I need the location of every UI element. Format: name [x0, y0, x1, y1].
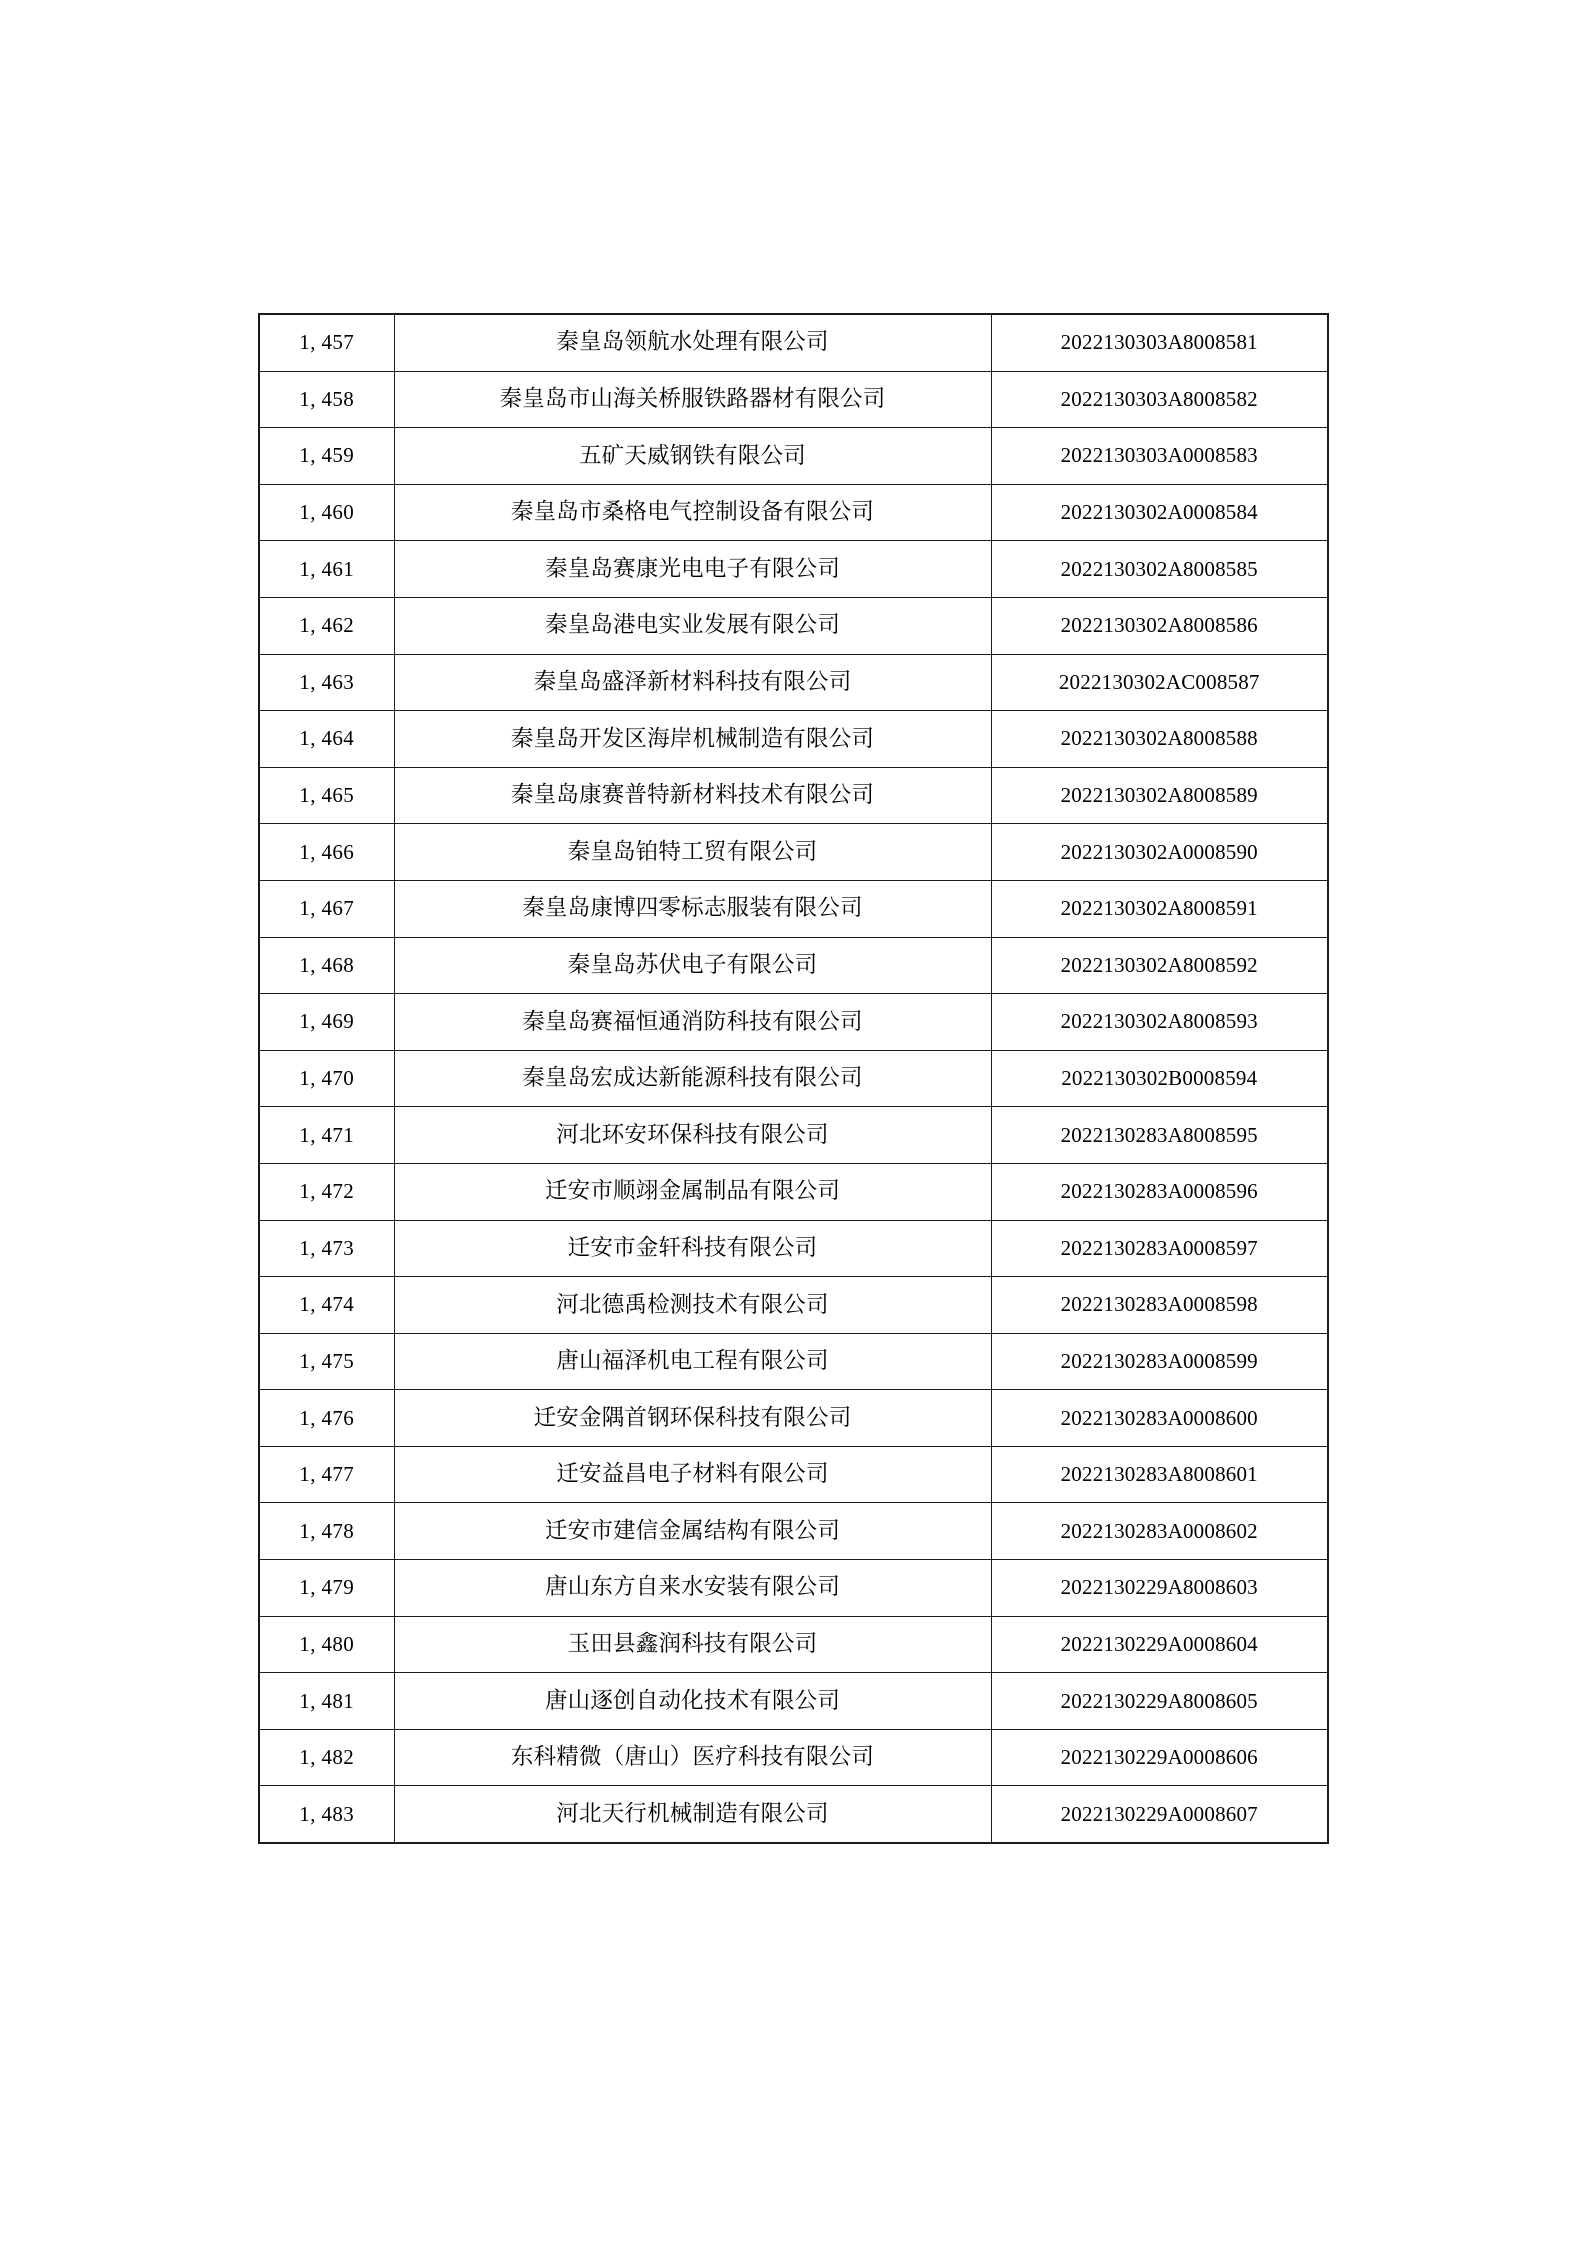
table-row	[259, 1503, 1328, 1560]
cell-certificate-code: 2022130303A0008583	[991, 428, 1328, 485]
cell-certificate-code: 2022130303A8008582	[991, 371, 1328, 428]
cell-company-name: 秦皇岛市桑格电气控制设备有限公司	[394, 484, 991, 541]
table-row	[259, 824, 1328, 881]
company-listing-body	[259, 314, 1328, 1843]
table-row	[259, 541, 1328, 598]
cell-certificate-code: 2022130302A8008586	[991, 597, 1328, 654]
cell-certificate-code: 2022130302A8008591	[991, 880, 1328, 937]
cell-index: 1, 472	[259, 1163, 394, 1220]
cell-company-name: 秦皇岛苏伏电子有限公司	[394, 937, 991, 994]
table-row	[259, 1163, 1328, 1220]
cell-certificate-code: 2022130283A0008600	[991, 1390, 1328, 1447]
cell-company-name: 玉田县鑫润科技有限公司	[394, 1616, 991, 1673]
cell-company-name: 迁安市顺翊金属制品有限公司	[394, 1163, 991, 1220]
table-row	[259, 484, 1328, 541]
cell-company-name: 秦皇岛铂特工贸有限公司	[394, 824, 991, 881]
cell-certificate-code: 2022130229A8008605	[991, 1673, 1328, 1730]
cell-company-name: 秦皇岛宏成达新能源科技有限公司	[394, 1050, 991, 1107]
company-listing-table-wrapper	[258, 313, 1327, 1844]
cell-company-name: 河北天行机械制造有限公司	[394, 1786, 991, 1843]
cell-index: 1, 462	[259, 597, 394, 654]
cell-certificate-code: 2022130283A0008598	[991, 1277, 1328, 1334]
cell-company-name: 河北德禹检测技术有限公司	[394, 1277, 991, 1334]
table-row	[259, 1107, 1328, 1164]
table-row	[259, 767, 1328, 824]
company-listing-table	[258, 313, 1329, 1844]
cell-certificate-code: 2022130283A8008601	[991, 1446, 1328, 1503]
cell-certificate-code: 2022130302B0008594	[991, 1050, 1328, 1107]
table-row	[259, 880, 1328, 937]
cell-company-name: 唐山福泽机电工程有限公司	[394, 1333, 991, 1390]
cell-index: 1, 466	[259, 824, 394, 881]
table-row	[259, 1673, 1328, 1730]
cell-company-name: 秦皇岛港电实业发展有限公司	[394, 597, 991, 654]
cell-company-name: 秦皇岛康赛普特新材料技术有限公司	[394, 767, 991, 824]
table-row	[259, 371, 1328, 428]
cell-index: 1, 476	[259, 1390, 394, 1447]
cell-company-name: 河北环安环保科技有限公司	[394, 1107, 991, 1164]
table-row	[259, 1560, 1328, 1617]
cell-certificate-code: 2022130229A8008603	[991, 1560, 1328, 1617]
cell-company-name: 迁安市金轩科技有限公司	[394, 1220, 991, 1277]
cell-certificate-code: 2022130302AC008587	[991, 654, 1328, 711]
cell-index: 1, 474	[259, 1277, 394, 1334]
table-row	[259, 428, 1328, 485]
cell-certificate-code: 2022130283A0008596	[991, 1163, 1328, 1220]
cell-company-name: 秦皇岛市山海关桥服铁路器材有限公司	[394, 371, 991, 428]
cell-certificate-code: 2022130302A8008593	[991, 994, 1328, 1051]
cell-index: 1, 478	[259, 1503, 394, 1560]
cell-company-name: 迁安市建信金属结构有限公司	[394, 1503, 991, 1560]
cell-company-name: 唐山逐创自动化技术有限公司	[394, 1673, 991, 1730]
table-row	[259, 1220, 1328, 1277]
cell-company-name: 秦皇岛赛康光电电子有限公司	[394, 541, 991, 598]
table-row	[259, 597, 1328, 654]
cell-index: 1, 463	[259, 654, 394, 711]
cell-certificate-code: 2022130303A8008581	[991, 314, 1328, 371]
table-row	[259, 1050, 1328, 1107]
cell-index: 1, 477	[259, 1446, 394, 1503]
cell-index: 1, 473	[259, 1220, 394, 1277]
cell-company-name: 五矿天威钢铁有限公司	[394, 428, 991, 485]
cell-index: 1, 471	[259, 1107, 394, 1164]
table-row	[259, 654, 1328, 711]
cell-company-name: 秦皇岛领航水处理有限公司	[394, 314, 991, 371]
cell-company-name: 迁安金隅首钢环保科技有限公司	[394, 1390, 991, 1447]
cell-index: 1, 461	[259, 541, 394, 598]
table-row	[259, 1446, 1328, 1503]
table-row	[259, 1786, 1328, 1843]
cell-certificate-code: 2022130229A0008606	[991, 1729, 1328, 1786]
cell-certificate-code: 2022130302A0008584	[991, 484, 1328, 541]
table-row	[259, 1729, 1328, 1786]
cell-index: 1, 465	[259, 767, 394, 824]
cell-index: 1, 479	[259, 1560, 394, 1617]
cell-company-name: 秦皇岛盛泽新材料科技有限公司	[394, 654, 991, 711]
cell-index: 1, 483	[259, 1786, 394, 1843]
cell-index: 1, 457	[259, 314, 394, 371]
cell-index: 1, 470	[259, 1050, 394, 1107]
cell-certificate-code: 2022130283A8008595	[991, 1107, 1328, 1164]
cell-company-name: 东科精微（唐山）医疗科技有限公司	[394, 1729, 991, 1786]
table-row	[259, 1333, 1328, 1390]
cell-certificate-code: 2022130302A8008588	[991, 711, 1328, 768]
cell-index: 1, 481	[259, 1673, 394, 1730]
table-row	[259, 1277, 1328, 1334]
cell-index: 1, 469	[259, 994, 394, 1051]
cell-certificate-code: 2022130302A8008592	[991, 937, 1328, 994]
cell-index: 1, 468	[259, 937, 394, 994]
cell-certificate-code: 2022130283A0008599	[991, 1333, 1328, 1390]
cell-company-name: 唐山东方自来水安装有限公司	[394, 1560, 991, 1617]
cell-index: 1, 482	[259, 1729, 394, 1786]
cell-certificate-code: 2022130283A0008597	[991, 1220, 1328, 1277]
cell-index: 1, 464	[259, 711, 394, 768]
cell-index: 1, 459	[259, 428, 394, 485]
cell-certificate-code: 2022130302A8008585	[991, 541, 1328, 598]
cell-index: 1, 480	[259, 1616, 394, 1673]
cell-index: 1, 475	[259, 1333, 394, 1390]
table-row	[259, 711, 1328, 768]
table-row	[259, 1616, 1328, 1673]
cell-certificate-code: 2022130229A0008604	[991, 1616, 1328, 1673]
cell-index: 1, 460	[259, 484, 394, 541]
cell-company-name: 秦皇岛康博四零标志服装有限公司	[394, 880, 991, 937]
table-row	[259, 314, 1328, 371]
cell-certificate-code: 2022130302A0008590	[991, 824, 1328, 881]
cell-certificate-code: 2022130283A0008602	[991, 1503, 1328, 1560]
cell-certificate-code: 2022130229A0008607	[991, 1786, 1328, 1843]
cell-company-name: 秦皇岛开发区海岸机械制造有限公司	[394, 711, 991, 768]
table-row	[259, 1390, 1328, 1447]
table-row	[259, 937, 1328, 994]
cell-certificate-code: 2022130302A8008589	[991, 767, 1328, 824]
cell-index: 1, 458	[259, 371, 394, 428]
table-row	[259, 994, 1328, 1051]
cell-company-name: 迁安益昌电子材料有限公司	[394, 1446, 991, 1503]
cell-company-name: 秦皇岛赛福恒通消防科技有限公司	[394, 994, 991, 1051]
cell-index: 1, 467	[259, 880, 394, 937]
